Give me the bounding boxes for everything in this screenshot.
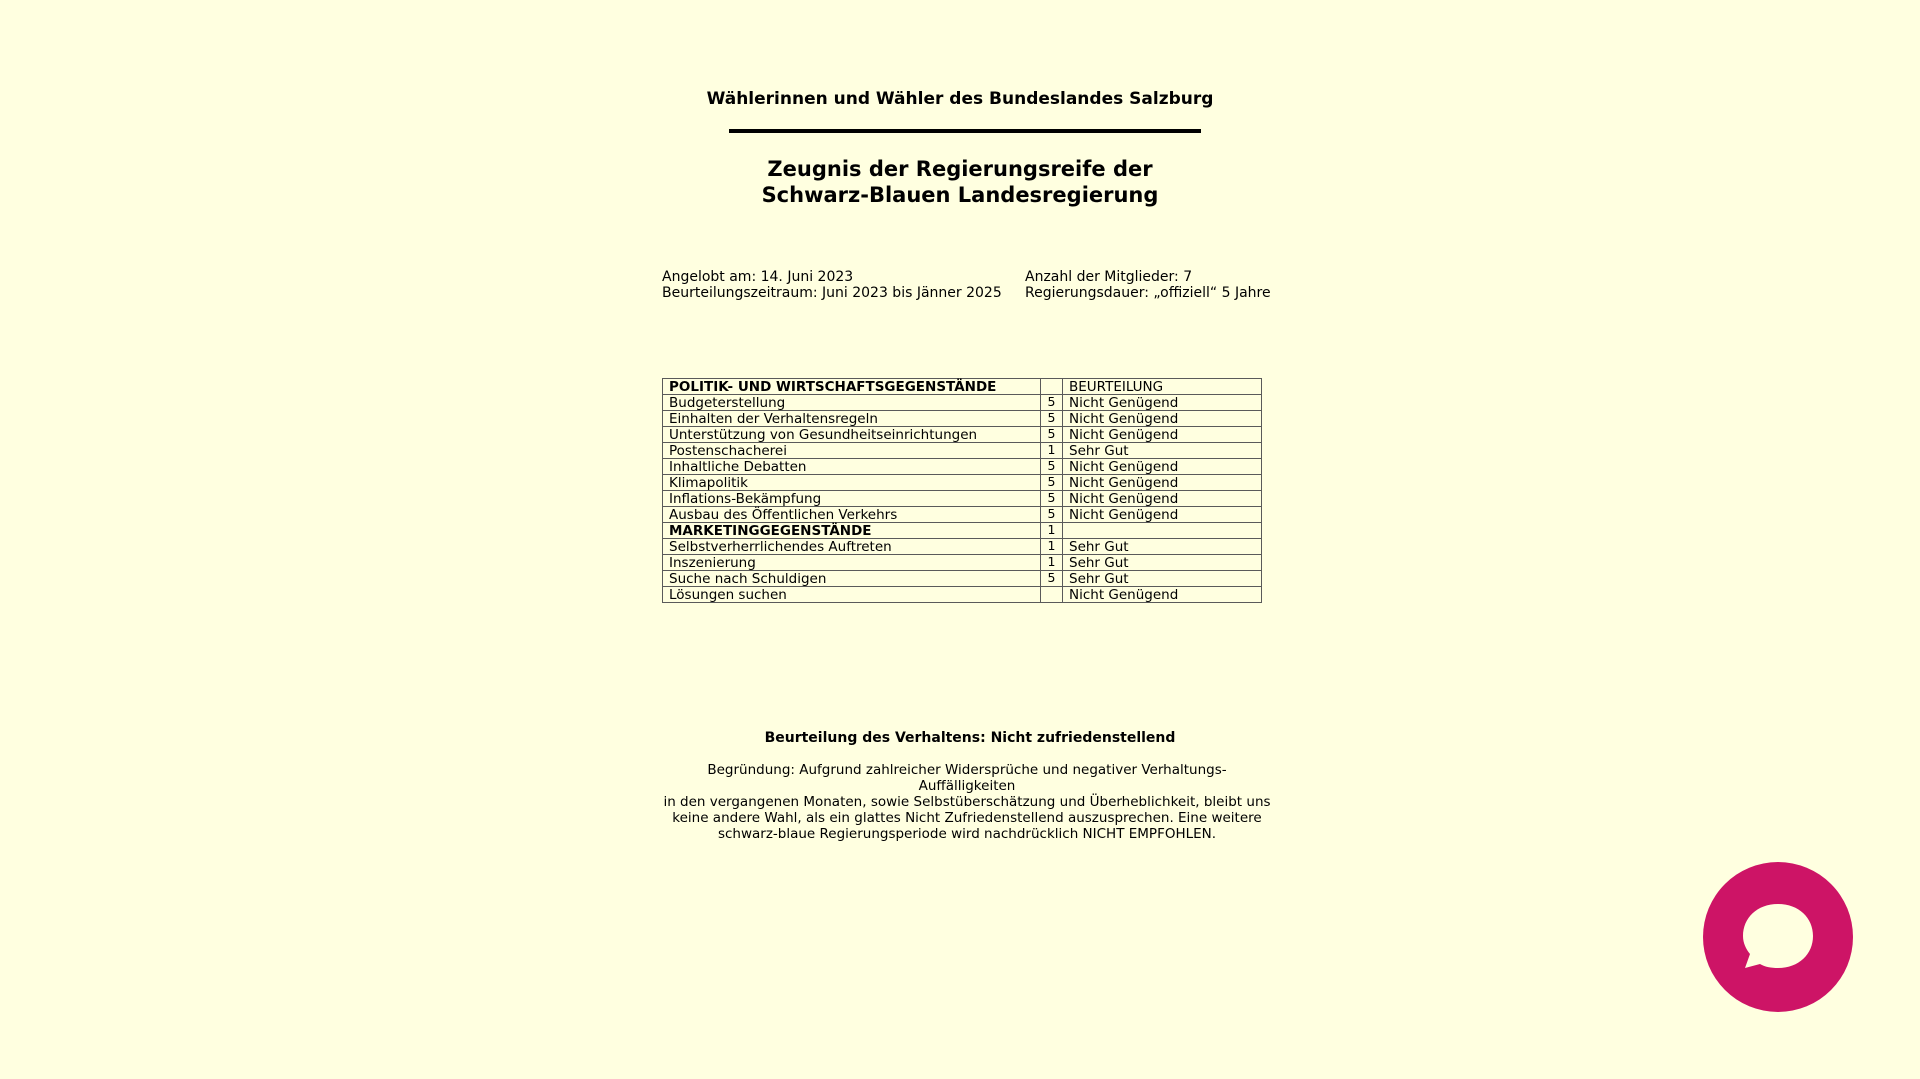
- table-row: [663, 507, 1262, 523]
- grade-text: Sehr Gut: [1063, 443, 1262, 459]
- speech-bubble-icon: [1733, 892, 1823, 982]
- member-count: Anzahl der Mitglieder: 7: [1025, 269, 1193, 285]
- table-row: [663, 443, 1262, 459]
- subject-cell: Inszenierung: [663, 555, 1041, 571]
- chat-button[interactable]: [1703, 862, 1853, 1012]
- table-row: [663, 571, 1262, 587]
- subject-cell: Budgeterstellung: [663, 395, 1041, 411]
- grade-text: Nicht Genügend: [1063, 587, 1262, 603]
- voters-heading: Wählerinnen und Wähler des Bundeslandes Salzburg: [706, 89, 1214, 109]
- assessment-period: Beurteilungszeitraum: Juni 2023 bis Jänner 2025: [662, 285, 1002, 301]
- title-line-1: Zeugnis der Regierungsreife der: [767, 157, 1153, 181]
- subject-cell: Inhaltliche Debatten: [663, 459, 1041, 475]
- table-row: [663, 427, 1262, 443]
- government-duration: Regierungsdauer: „offiziell“ 5 Jahre: [1025, 285, 1271, 301]
- table-row: [663, 555, 1262, 571]
- justification-line-3: keine andere Wahl, als ein glattes Nicht Zufriedenstellend auszusprechen. Eine weitere: [672, 810, 1262, 826]
- subject-cell: Inflations-Bekämpfung: [663, 491, 1041, 507]
- grade-number: 5: [1041, 411, 1063, 427]
- table-row: [663, 411, 1262, 427]
- grade-number: 5: [1041, 475, 1063, 491]
- table-row: [663, 395, 1262, 411]
- info-right: [1025, 269, 1271, 301]
- justification-line-2: in den vergangenen Monaten, sowie Selbstüberschätzung und Überheblichkeit, bleibt uns: [663, 794, 1271, 810]
- grade-number: 1: [1041, 523, 1063, 539]
- grade-text: Nicht Genügend: [1063, 459, 1262, 475]
- header-rule: [729, 129, 1201, 133]
- grades-table: [662, 378, 1262, 603]
- grade-text: Sehr Gut: [1063, 571, 1262, 587]
- table-row: [663, 459, 1262, 475]
- info-left: [662, 269, 1002, 301]
- grade-text: Nicht Genügend: [1063, 507, 1262, 523]
- grade-text: Sehr Gut: [1063, 555, 1262, 571]
- subject-cell: Klimapolitik: [663, 475, 1041, 491]
- subject-cell: Lösungen suchen: [663, 587, 1041, 603]
- table-row: [663, 539, 1262, 555]
- grade-text: Sehr Gut: [1063, 539, 1262, 555]
- grade-text: Nicht Genügend: [1063, 395, 1262, 411]
- marketing-heading: MARKETINGGEGENSTÄNDE: [663, 523, 1041, 539]
- document-title: [600, 156, 1320, 208]
- marketing-header-row: [663, 523, 1262, 539]
- grade-number: 5: [1041, 459, 1063, 475]
- subject-cell: Suche nach Schuldigen: [663, 571, 1041, 587]
- grade-heading: BEURTEILUNG: [1063, 379, 1262, 395]
- grade-number: 5: [1041, 395, 1063, 411]
- grade-text: Nicht Genügend: [1063, 427, 1262, 443]
- grade-number: 1: [1041, 443, 1063, 459]
- subjects-heading: POLITIK- UND WIRTSCHAFTSGEGENSTÄNDE: [663, 379, 1041, 395]
- subject-cell: Ausbau des Öffentlichen Verkehrs: [663, 507, 1041, 523]
- subject-cell: Unterstützung von Gesundheitseinrichtungen: [663, 427, 1041, 443]
- grade-text: Nicht Genügend: [1063, 491, 1262, 507]
- table-row: [663, 475, 1262, 491]
- conduct-assessment: Beurteilung des Verhaltens: Nicht zufriedenstellend: [764, 730, 1176, 746]
- grade-number: 5: [1041, 571, 1063, 587]
- grade-text: Nicht Genügend: [1063, 411, 1262, 427]
- title-line-2: Schwarz-Blauen Landesregierung: [761, 183, 1159, 207]
- grade-number: 5: [1041, 427, 1063, 443]
- justification-line-4: schwarz-blaue Regierungsperiode wird nachdrücklich NICHT EMPFOHLEN.: [717, 826, 1217, 842]
- grade-number: 1: [1041, 555, 1063, 571]
- table-row: [663, 587, 1262, 603]
- grade-number: 1: [1041, 539, 1063, 555]
- subject-cell: Postenschacherei: [663, 443, 1041, 459]
- grade-text: Nicht Genügend: [1063, 475, 1262, 491]
- subject-cell: Selbstverherrlichendes Auftreten: [663, 539, 1041, 555]
- subject-cell: Einhalten der Verhaltensregeln: [663, 411, 1041, 427]
- table-row: [663, 491, 1262, 507]
- justification-text: [662, 762, 1272, 842]
- justification-line-1: Begründung: Aufgrund zahlreicher Widersprüche und negativer Verhaltungs-Auffälligkeiten: [707, 762, 1227, 794]
- table-header-row: [663, 379, 1262, 395]
- sworn-in-date: Angelobt am: 14. Juni 2023: [662, 269, 854, 285]
- grade-number: 5: [1041, 491, 1063, 507]
- grade-number: 5: [1041, 507, 1063, 523]
